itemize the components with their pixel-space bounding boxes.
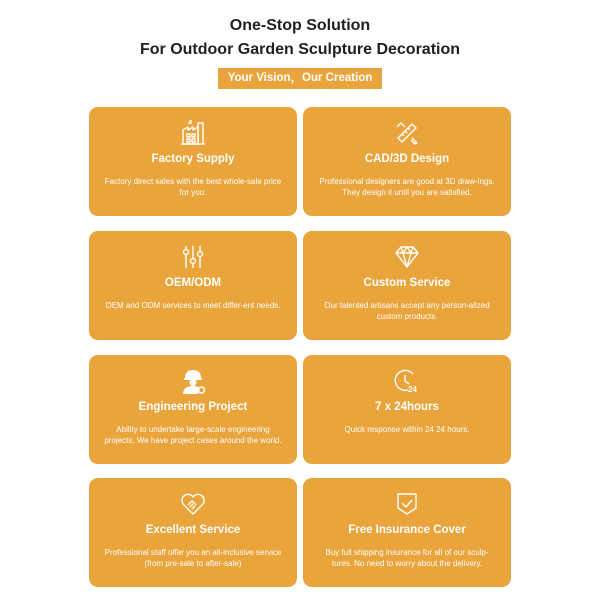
card-cad-3d-design (303, 107, 511, 216)
card-description: Factory direct sales with the best whole-sale price for you. (104, 177, 282, 197)
card-title: 7 x 24hours (375, 401, 439, 413)
card-title: Excellent Service (145, 524, 241, 536)
card-description: Professional designers are good at 3D draw-ings. They design it until you are satisfied. (319, 177, 495, 197)
card-custom-service (303, 231, 511, 340)
card-description: Buy full shipping insurance for all of our sculp-tures. No need to worry about the delivery. (325, 548, 489, 568)
handshake-heart-icon (179, 490, 207, 518)
card-description: Ability to undertake large-scale engineering projects. We have project cases around the world. (104, 425, 282, 445)
card-title: Free Insurance Cover (348, 524, 466, 536)
card-title: Engineering Project (138, 401, 248, 413)
card-7x24-hours (303, 355, 511, 464)
card-description: Our talented artisans accept any person-alized custom products. (324, 301, 490, 321)
card-title: Factory Supply (151, 153, 235, 165)
card-excellent-service (89, 478, 297, 587)
card-title: Custom Service (363, 277, 451, 289)
svg-text:24: 24 (408, 385, 417, 394)
clock-24-icon (393, 367, 421, 395)
page-title-line2: For Outdoor Garden Sculpture Decoration (139, 41, 461, 58)
slogan-banner: Your Vision，Our Creation (218, 68, 382, 89)
diamond-icon (393, 243, 421, 271)
card-title: OEM/ODM (164, 277, 222, 289)
card-title: CAD/3D Design (364, 153, 450, 165)
engineer-icon (179, 367, 207, 395)
card-description: Professional staff offer you an all-inclusive service (from pre-sale to after-sale) (104, 548, 282, 568)
card-factory-supply (89, 107, 297, 216)
card-description: Quick response within 24 24 hours. (344, 425, 470, 434)
sliders-icon (179, 243, 207, 271)
card-free-insurance-cover (303, 478, 511, 587)
card-engineering-project (89, 355, 297, 464)
factory-icon (179, 119, 207, 147)
card-description: OEM and ODM services to meet differ-ent needs. (105, 301, 281, 310)
shield-check-icon (393, 490, 421, 518)
page-title-line1: One-Stop Solution (229, 17, 371, 34)
design-ruler-pencil-icon (393, 119, 421, 147)
card-oem-odm (89, 231, 297, 340)
